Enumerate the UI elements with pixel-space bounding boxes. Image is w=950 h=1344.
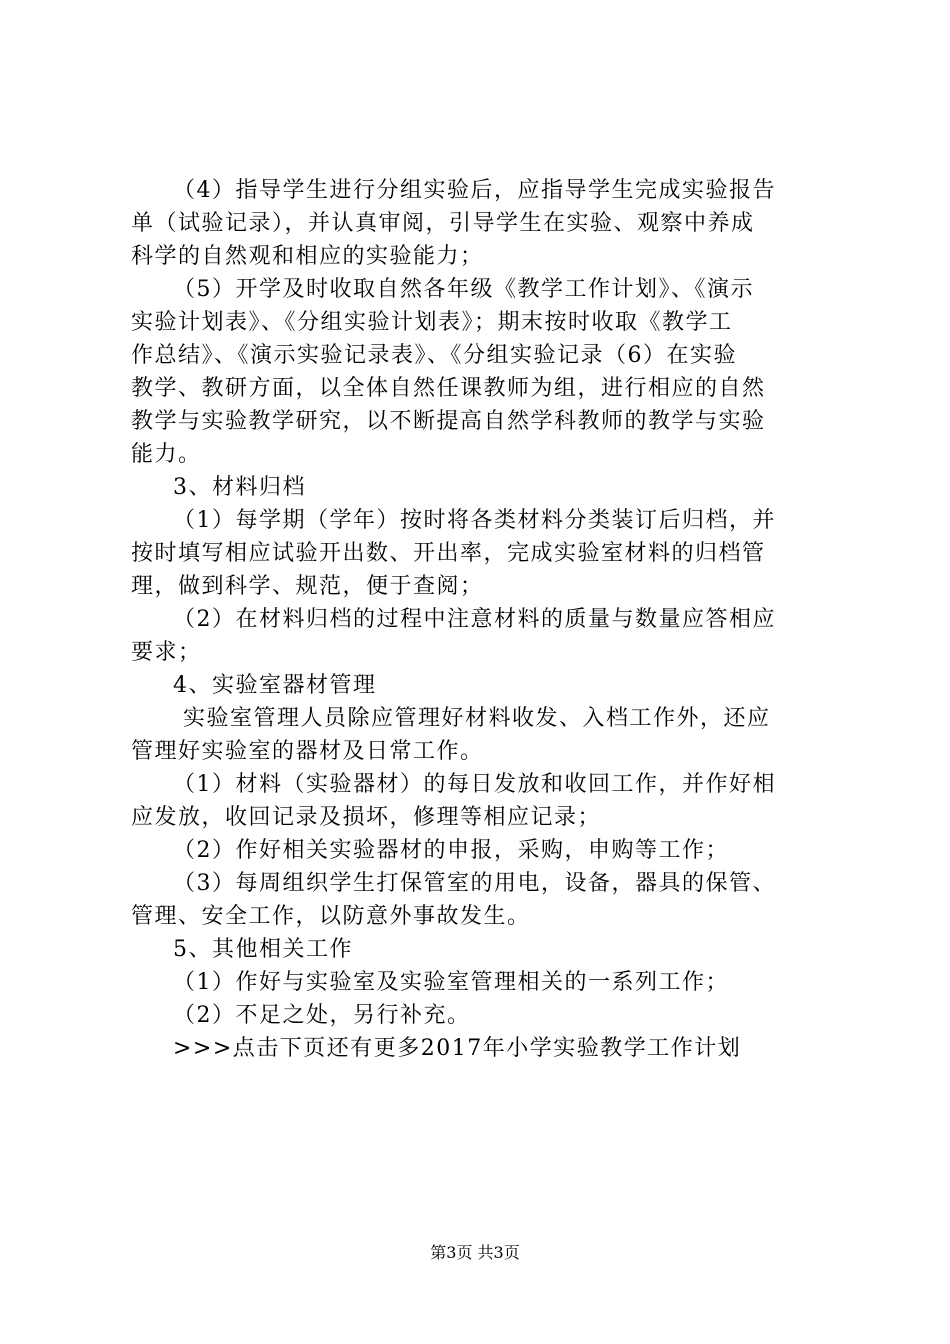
text-line: （1）材料（实验器材）的每日发放和收回工作，并作好相 [173,772,776,797]
text-line: （4）指导学生进行分组实验后，应指导学生完成实验报告 [173,178,776,203]
text-line: 应发放，收回记录及损坏，修理等相应记录； [131,805,602,830]
document-body [131,174,831,1065]
text-line: 按时填写相应试验开出数、开出率，完成实验室材料的归档管 [131,541,766,566]
text-line: （1）每学期（学年）按时将各类材料分类装订后归档，并 [173,508,776,533]
text-line: 教学、教研方面，以全体自然任课教师为组，进行相应的自然 [131,376,766,401]
page-number: 第3页 共3页 [430,1243,520,1262]
text-line: 4、实验室器材管理 [173,673,377,698]
text-line: （2）不足之处，另行补充。 [173,1003,471,1028]
text-line: 单（试验记录），并认真审阅，引导学生在实验、观察中养成 [131,211,755,236]
text-line: （5）开学及时收取自然各年级《教学工作计划》、《演示 [173,277,754,302]
text-line: 理，做到科学、规范，便于查阅； [131,574,484,599]
text-line: 能力。 [131,442,202,467]
text-line: 科学的自然观和相应的实验能力； [131,244,484,269]
text-line: （2）在材料归档的过程中注意材料的质量与数量应答相应 [173,607,776,632]
text-line: 实验室管理人员除应管理好材料收发、入档工作外，还应 [183,706,771,731]
text-line: 教学与实验教学研究，以不断提高自然学科教师的教学与实验 [131,409,766,434]
page-footer [0,1243,950,1263]
text-line: （1）作好与实验室及实验室管理相关的一系列工作； [173,970,729,995]
text-line: 管理、安全工作，以防意外事故发生。 [131,904,531,929]
text-line: 3、材料归档 [173,475,306,500]
text-line: （2）作好相关实验器材的申报，采购，申购等工作； [173,838,729,863]
text-line: 管理好实验室的器材及日常工作。 [131,739,484,764]
text-line[interactable]: >>>点击下页还有更多2017年小学实验教学工作计划 [173,1036,742,1061]
text-line: 作总结》、《演示实验记录表》、《分组实验记录（6）在实验 [131,343,737,368]
text-line: 要求； [131,640,202,665]
text-line: 实验计划表》、《分组实验计划表》；期末按时收取《教学工 [131,310,733,335]
text-line: 5、其他相关工作 [173,937,353,962]
text-line: （3）每周组织学生打保管室的用电，设备，器具的保管、 [173,871,776,896]
